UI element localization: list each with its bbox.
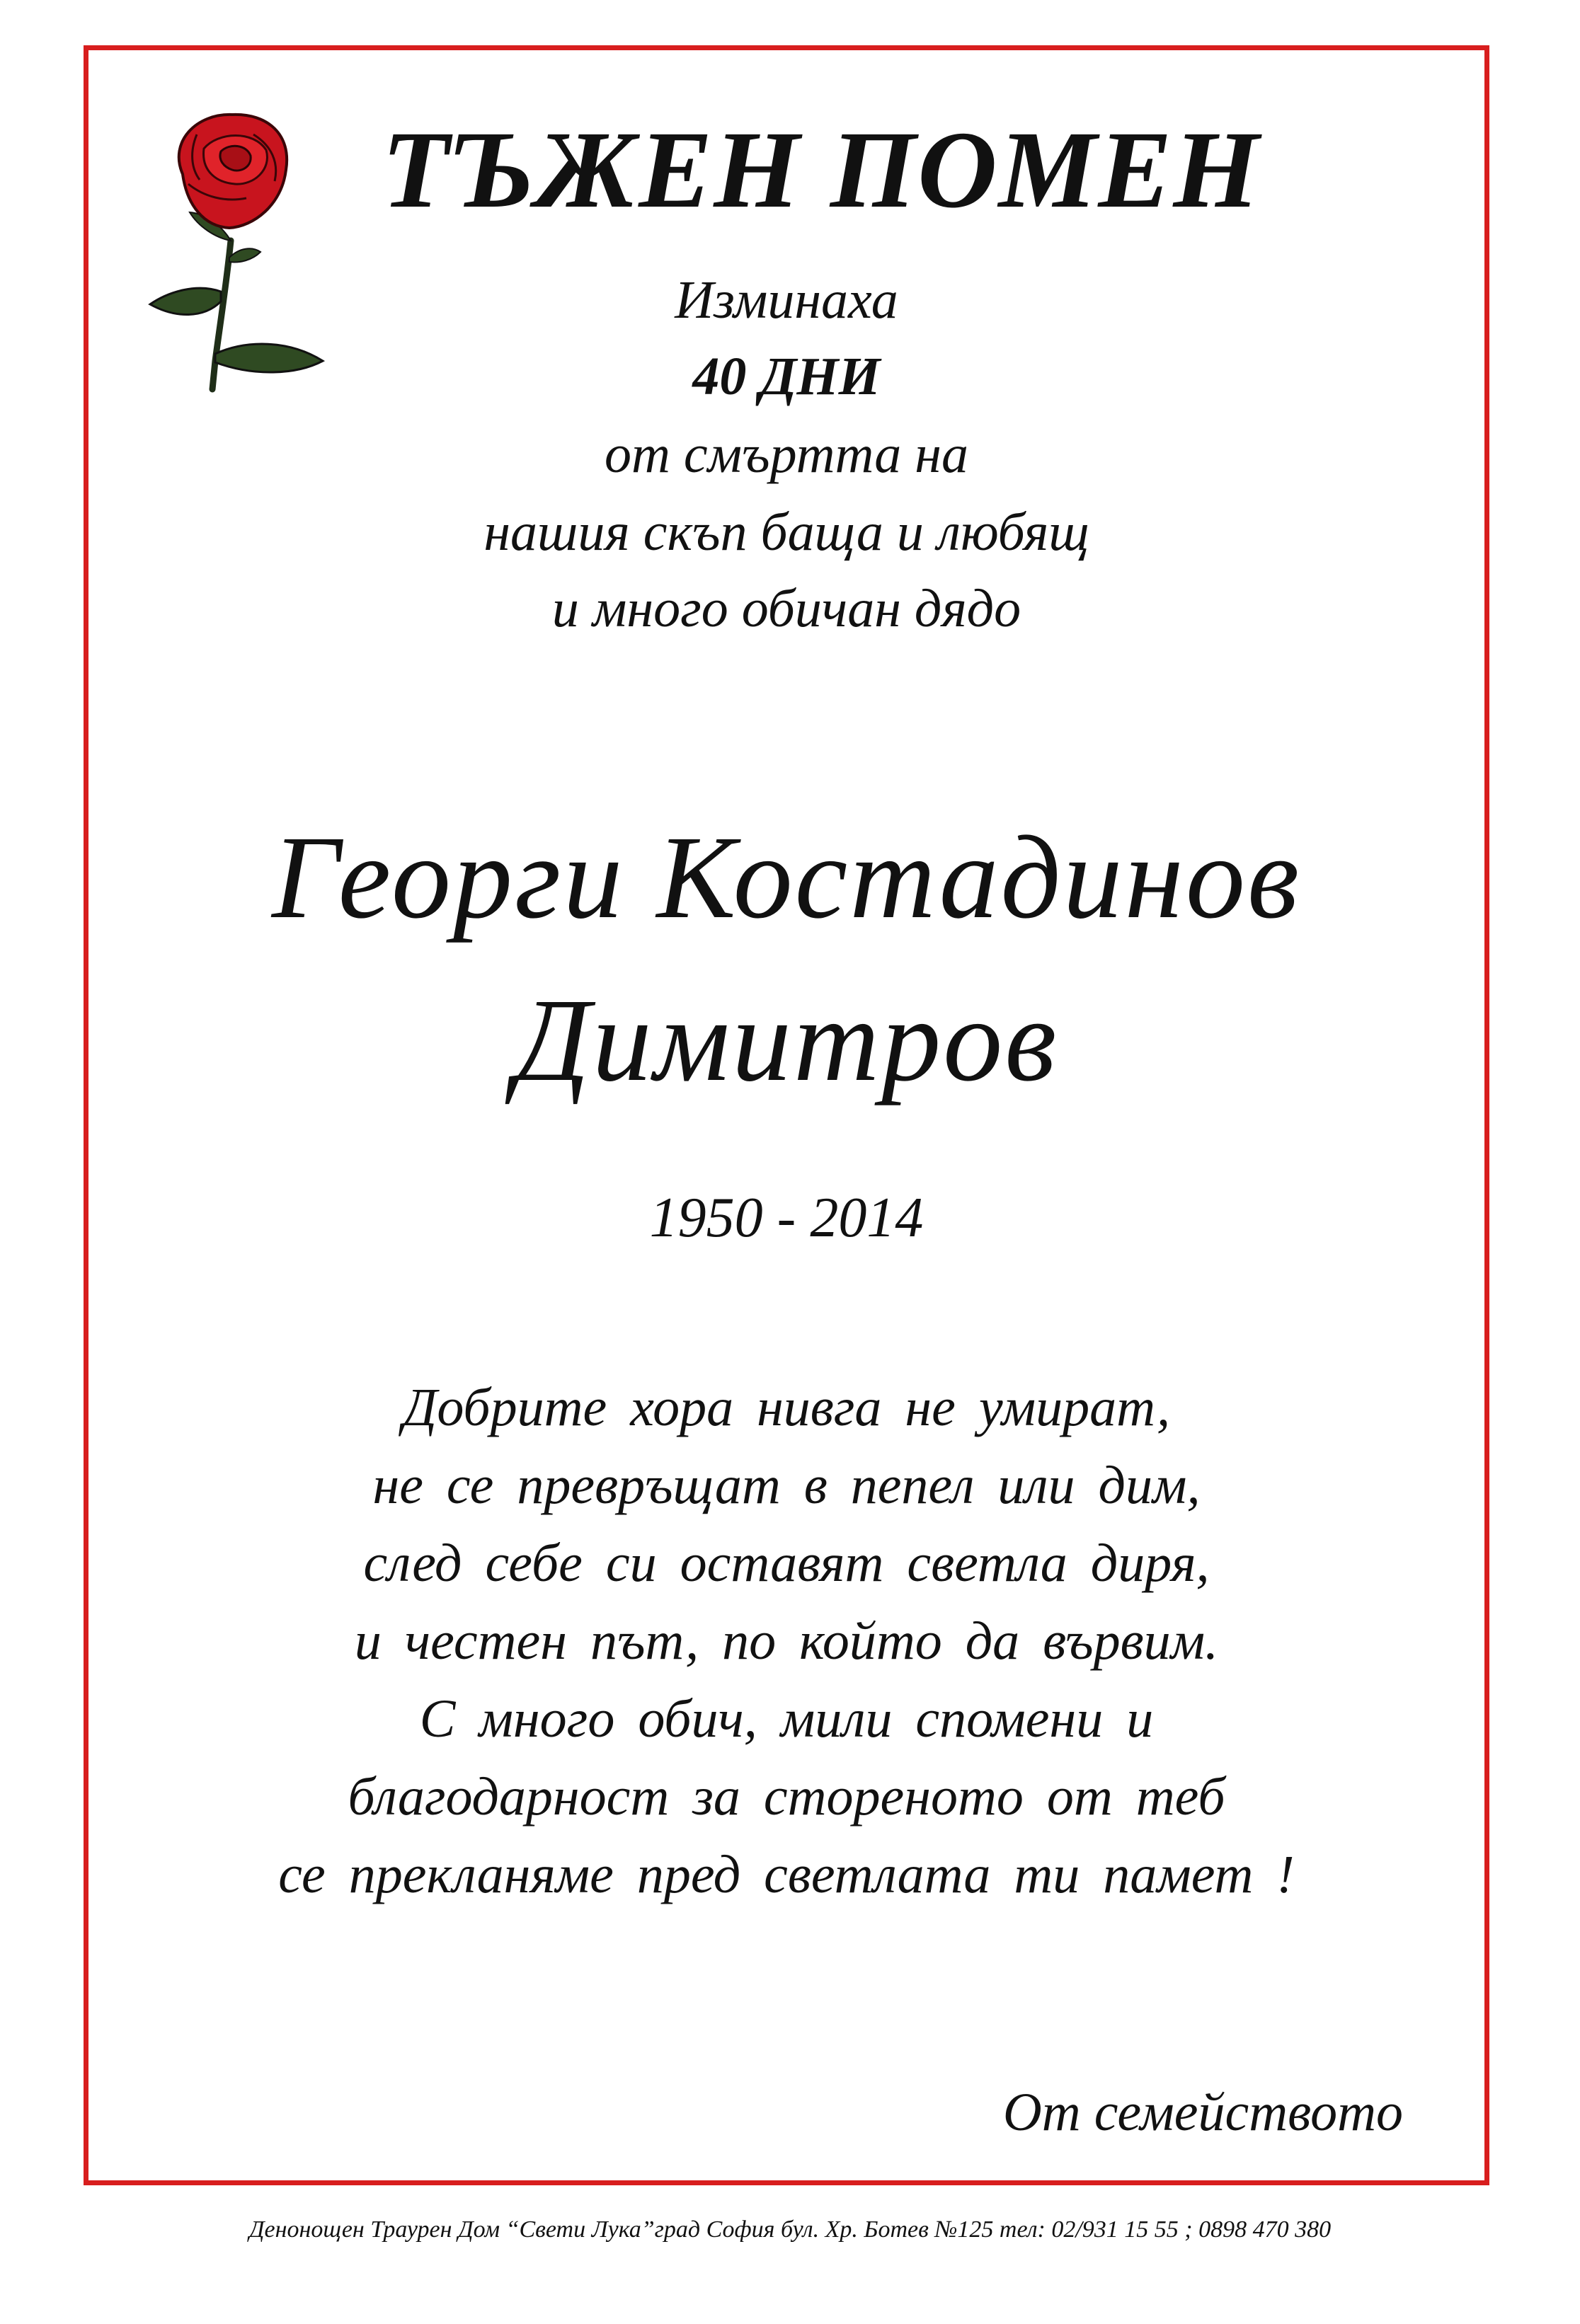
intro-line-death: от смъртта на bbox=[605, 425, 968, 484]
poem-line: и честен път, по който да вървим. bbox=[354, 1611, 1219, 1671]
poem-line: благодарност за стореното от теб bbox=[348, 1767, 1225, 1827]
poem-line: Добрите хора нивга не умират, bbox=[403, 1378, 1170, 1437]
memorial-title: ТЪЖЕН ПОМЕН bbox=[382, 108, 1261, 231]
life-years: 1950 - 2014 bbox=[649, 1187, 924, 1249]
poem-line: не се превръщат в пепел или дим, bbox=[372, 1456, 1201, 1515]
intro-line-grandfather: и много обичан дядо bbox=[551, 579, 1021, 638]
poem-line: се прекланяме пред светлата ти памет ! bbox=[278, 1845, 1295, 1904]
funeral-home-footer: Денонощен Траурен Дом “Свети Лука”град София бул. Хр. Ботев №125 тел: 02/931 15 55 ; 0898 470 380 bbox=[248, 2216, 1332, 2243]
intro-line-father: нашия скъп баща и любящ bbox=[483, 502, 1089, 562]
poem-line: след себе си оставят светла диря, bbox=[363, 1534, 1210, 1593]
intro-line-passed: Изминаха bbox=[675, 270, 898, 330]
poem-line: С много обич, мили спомени и bbox=[419, 1689, 1154, 1749]
deceased-name-first: Георги Костадинов bbox=[272, 812, 1301, 943]
family-signature: От семейството bbox=[1002, 2083, 1403, 2142]
deceased-name-last: Димитров bbox=[514, 974, 1059, 1106]
intro-line-days: 40 ДНИ bbox=[692, 347, 881, 406]
